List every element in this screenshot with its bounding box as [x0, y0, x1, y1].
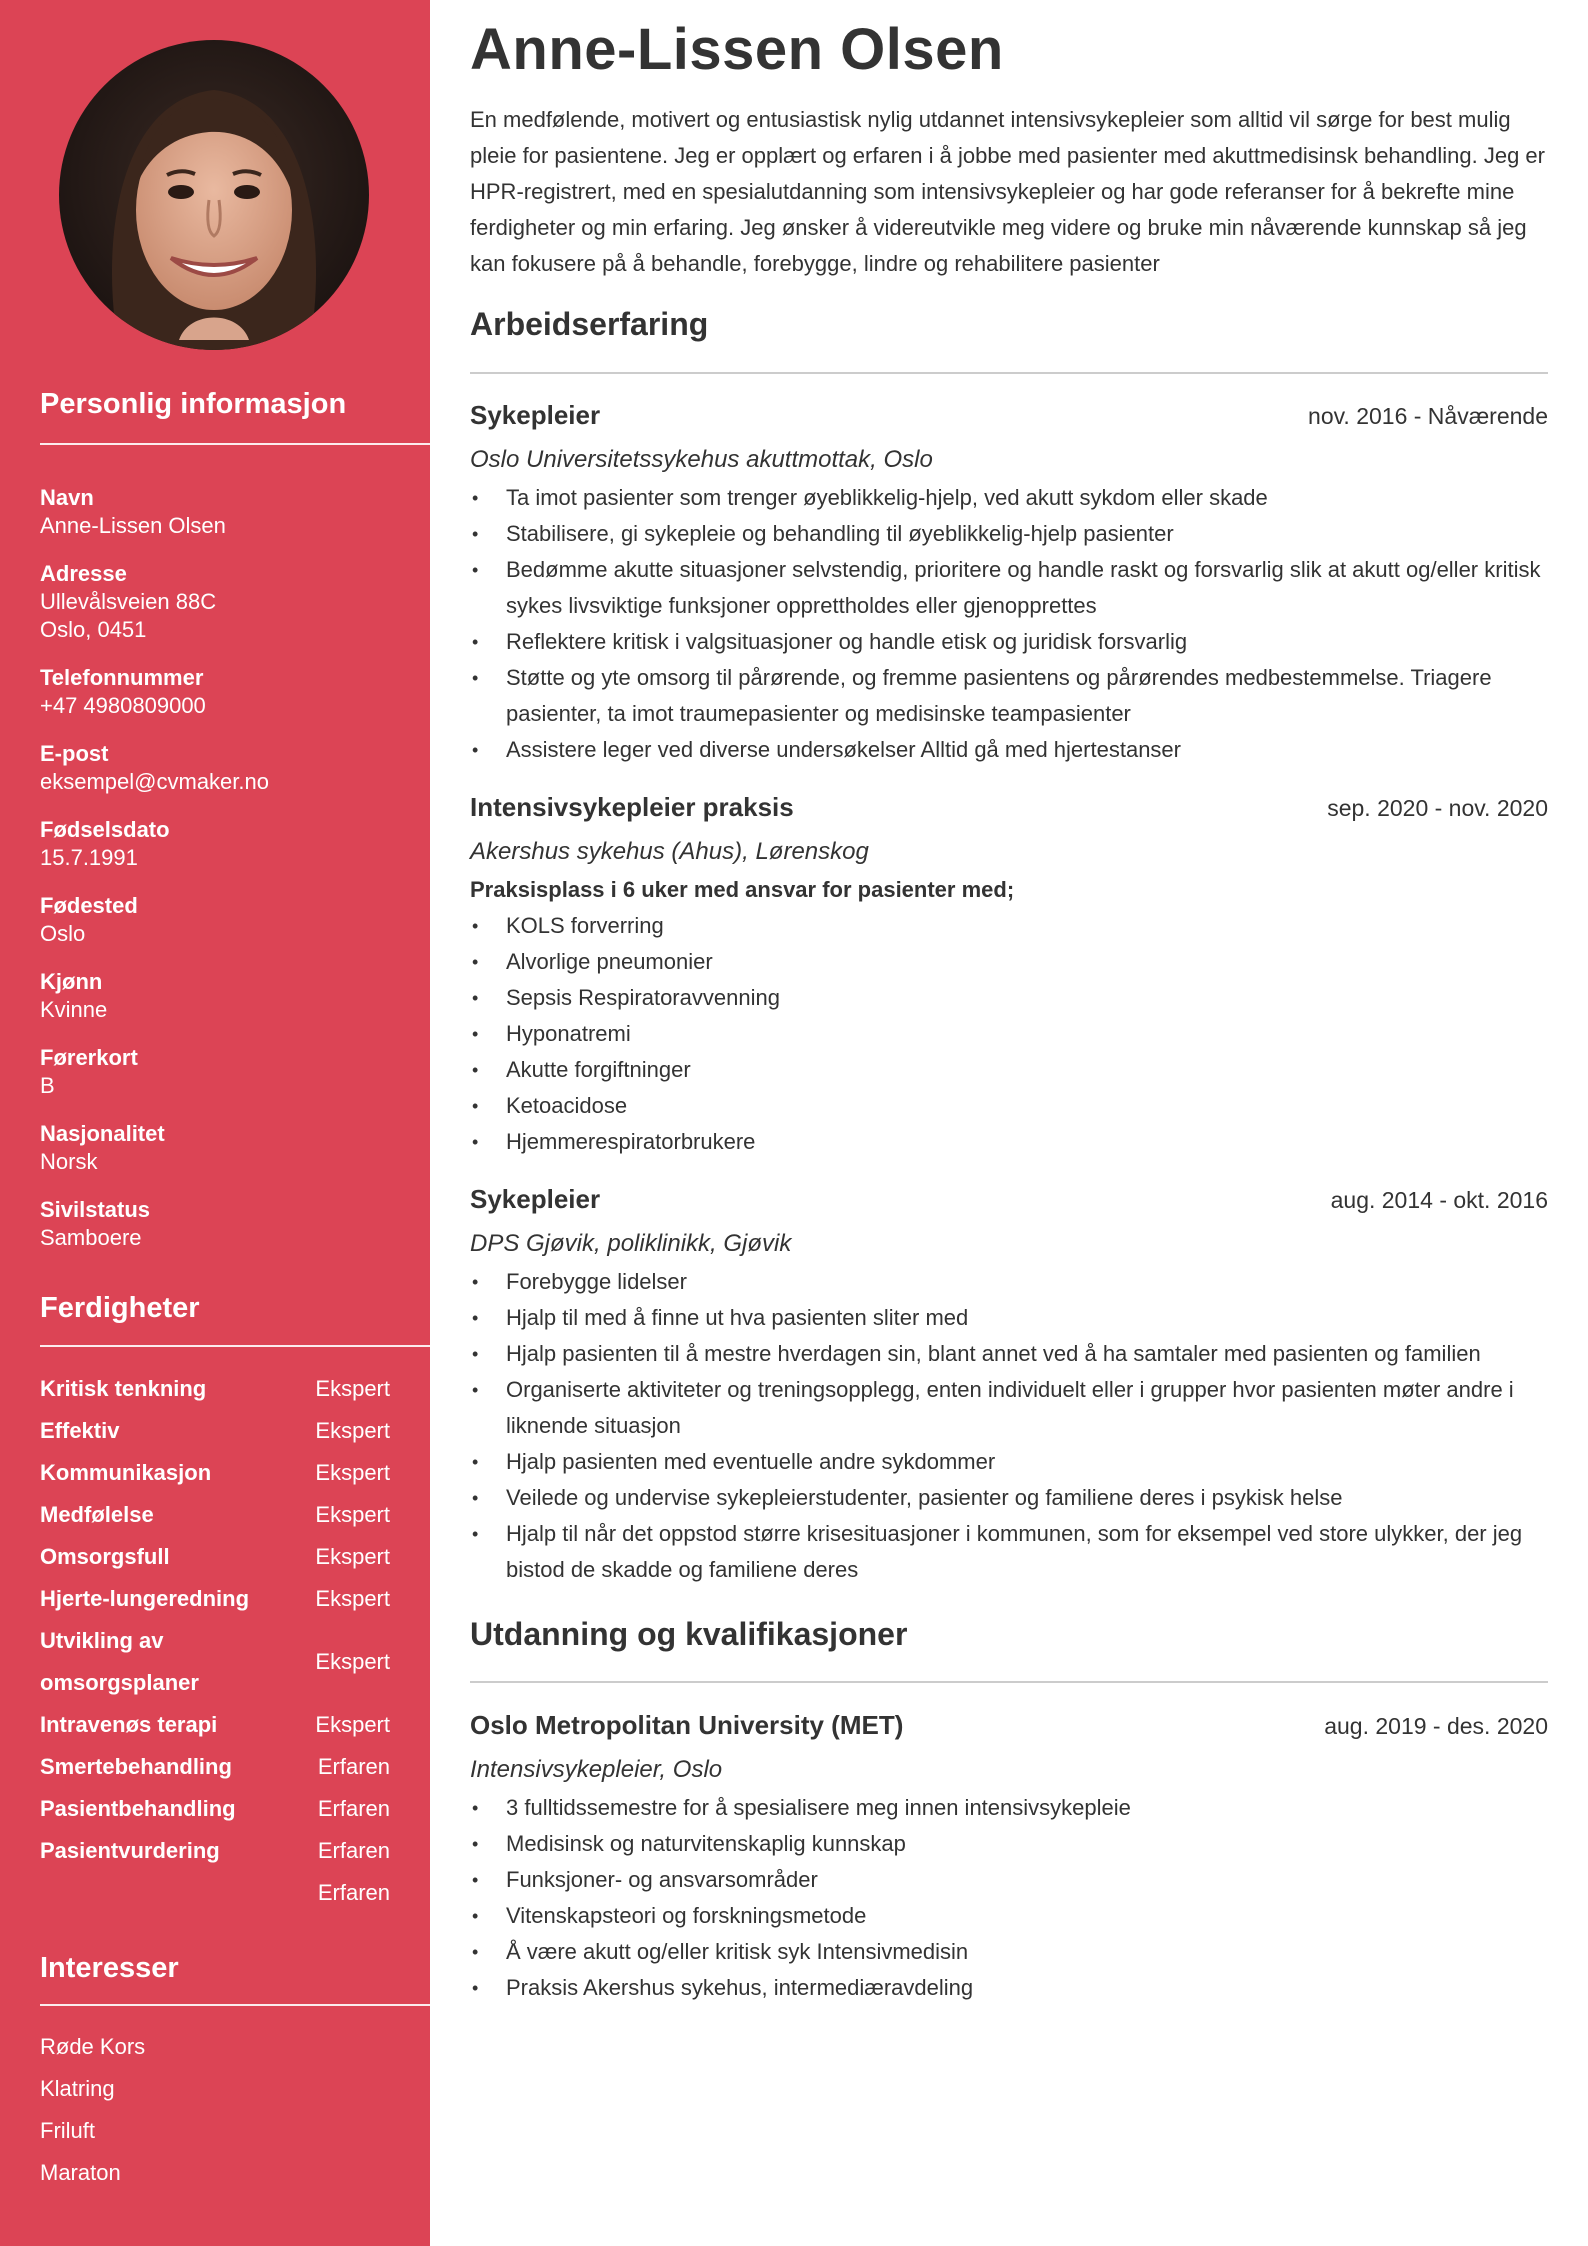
info-label: Nasjonalitet [40, 1121, 165, 1146]
entry-date: aug. 2019 - des. 2020 [1324, 1713, 1548, 1739]
skill-row [40, 1494, 390, 1536]
divider [40, 2004, 430, 2006]
experience-item [470, 400, 1548, 768]
info-item [40, 664, 400, 720]
skill-row [40, 1788, 390, 1830]
bullet-item: • Funksjoner- og ansvarsområder [470, 1862, 1548, 1898]
info-value: eksempel@cvmaker.no [40, 769, 269, 794]
education-heading: Utdanning og kvalifikasjoner [470, 1616, 908, 1652]
experience-item [470, 1184, 1548, 1588]
skill-level: Ekspert [315, 1712, 390, 1737]
info-label: Telefonnummer [40, 665, 204, 690]
skill-name: Utvikling av omsorgsplaner [40, 1628, 199, 1695]
bullet-item: • Støtte og yte omsorg til pårørende, og fremme pasientens og pårørendes medbestemmelse. Triagere pasienter, ta imot traumepasienter og medisinske teampasienter [470, 660, 1548, 732]
entry-header [470, 792, 1548, 832]
info-value: B [40, 1073, 55, 1098]
interests-heading: Interesser [40, 1952, 179, 1984]
skill-name: Kommunikasjon [40, 1460, 212, 1485]
skill-level: Erfaren [317, 1838, 390, 1863]
bullet-item: • Praksis Akershus sykehus, intermediæravdeling [470, 1970, 1548, 2006]
info-value: Ullevålsveien 88C Oslo, 0451 [40, 589, 217, 642]
skill-level: Ekspert [315, 1460, 390, 1485]
skill-level: Ekspert [315, 1502, 390, 1527]
skill-name: Effektiv [40, 1418, 120, 1443]
personal-info-list [40, 484, 400, 1272]
bullet-list [470, 480, 1548, 768]
info-item [40, 740, 400, 796]
bullet-list [470, 908, 1548, 1160]
bullet-item: • Hjalp pasienten med eventuelle andre sykdommer [470, 1444, 1548, 1480]
info-label: Fødested [40, 893, 138, 918]
profile-photo [59, 40, 369, 350]
info-label: E-post [40, 741, 109, 766]
info-item [40, 816, 400, 872]
interest-item: Røde Kors [40, 2034, 146, 2059]
entry-header [470, 1184, 1548, 1224]
bullet-item: • Hjalp til med å finne ut hva pasienten sliter med [470, 1300, 1548, 1336]
skill-level: Erfaren [317, 1796, 390, 1821]
bullet-list [470, 1264, 1548, 1588]
interest-item: Klatring [40, 2076, 115, 2101]
info-label: Kjønn [40, 969, 103, 994]
info-label: Adresse [40, 561, 127, 586]
bullet-list [470, 1790, 1548, 2006]
info-item [40, 1044, 400, 1100]
bullet-item: • Å være akutt og/eller kritisk syk Intensivmedisin [470, 1934, 1548, 1970]
bullet-item: • KOLS forverring [470, 908, 1548, 944]
info-value: 15.7.1991 [40, 845, 138, 870]
info-label: Navn [40, 485, 94, 510]
skill-row [40, 1452, 390, 1494]
interest-item: Maraton [40, 2160, 121, 2185]
info-label: Sivilstatus [40, 1197, 151, 1222]
skills-heading: Ferdigheter [40, 1292, 200, 1324]
skill-row [40, 1410, 390, 1452]
info-label: Fødselsdato [40, 817, 170, 842]
education-item [470, 1710, 1548, 2006]
experience-item [470, 792, 1548, 1160]
info-item [40, 560, 400, 644]
bullet-item: • Stabilisere, gi sykepleie og behandling til øyeblikkelig-hjelp pasienter [470, 516, 1548, 552]
bullet-item: • Alvorlige pneumonier [470, 944, 1548, 980]
skill-name: Pasientvurdering [40, 1838, 220, 1863]
bullet-item: • Medisinsk og naturvitenskaplig kunnskap [470, 1826, 1548, 1862]
entry-header [470, 1710, 1548, 1750]
bullet-item: • Hjemmerespiratorbrukere [470, 1124, 1548, 1160]
bullet-item: • Bedømme akutte situasjoner selvstendig, prioritere og handle raskt og forsvarlig slik at akutt og/eller kritisk sykes livsviktige funksjoner opprettholdes eller gjenopprettes [470, 552, 1548, 624]
skill-name: Omsorgsfull [40, 1544, 170, 1569]
entry-title: Sykepleier [470, 1184, 601, 1214]
skill-level: Erfaren [317, 1754, 390, 1779]
info-value: Norsk [40, 1149, 98, 1174]
skill-level: Ekspert [315, 1544, 390, 1569]
divider [40, 1345, 430, 1347]
entry-title: Oslo Metropolitan University (MET) [470, 1710, 904, 1740]
bullet-item: • Akutte forgiftninger [470, 1052, 1548, 1088]
info-label: Førerkort [40, 1045, 138, 1070]
skill-level: Ekspert [315, 1376, 390, 1401]
bullet-item: • Ketoacidose [470, 1088, 1548, 1124]
entry-date: nov. 2016 - Nåværende [1308, 403, 1548, 429]
info-value: Oslo [40, 921, 86, 946]
skill-level: Ekspert [315, 1418, 390, 1443]
bullet-item: • Hjalp pasienten til å mestre hverdagen sin, blant annet ved å ha samtaler med pasienten og familien [470, 1336, 1548, 1372]
bullet-item: • 3 fulltidssemestre for å spesialisere meg innen intensivsykepleie [470, 1790, 1548, 1826]
info-value: +47 4980809000 [40, 693, 206, 718]
info-item [40, 484, 400, 540]
interest-item: Friluft [40, 2118, 95, 2143]
entry-place: DPS Gjøvik, poliklinikk, Gjøvik [470, 1230, 792, 1257]
profile-summary: En medfølende, motivert og entusiastisk nylig utdannet intensivsykepleier som alltid vil sørge for best mulig pleie for pasientene. Jeg er opplært og erfaren i å jobbe med pasienter med akuttmedisinsk behandling. Jeg er HPR-registrert, med en spesialutdanning som intensivsykepleier og har gode referanser for å bekrefte mine ferdigheter og min erfaring. Jeg ønsker å videreutvikle meg videre og bruke min nåværende kunnskap så jeg kan fokusere på å behandle, forebygge, lindre og rehabilitere pasienter [470, 107, 1545, 276]
entry-intro: Praksisplass i 6 uker med ansvar for pasienter med; [470, 877, 1015, 902]
skill-name: Kritisk tenkning [40, 1376, 207, 1401]
entry-date: sep. 2020 - nov. 2020 [1327, 795, 1548, 821]
entry-place: Akershus sykehus (Ahus), Lørenskog [470, 838, 869, 865]
skill-row [40, 1620, 390, 1704]
skill-row [40, 1830, 390, 1872]
entry-date: aug. 2014 - okt. 2016 [1330, 1187, 1548, 1213]
skill-name: Medfølelse [40, 1502, 154, 1527]
bullet-item: • Ta imot pasienter som trenger øyeblikkelig-hjelp, ved akutt sykdom eller skade [470, 480, 1548, 516]
bullet-item: • Reflektere kritisk i valgsituasjoner og handle etisk og juridisk forsvarlig [470, 624, 1548, 660]
skill-row [40, 1536, 390, 1578]
entry-header [470, 400, 1548, 440]
experience-heading: Arbeidserfaring [470, 306, 709, 342]
skill-row [40, 1368, 390, 1410]
entry-place: Intensivsykepleier, Oslo [470, 1756, 723, 1783]
info-value: Kvinne [40, 997, 108, 1022]
interests-list [40, 2026, 400, 2194]
skill-name: Hjerte-lungeredning [40, 1586, 250, 1611]
bullet-item: • Forebygge lidelser [470, 1264, 1548, 1300]
skill-name: Intravenøs terapi [40, 1712, 218, 1737]
bullet-item: • Assistere leger ved diverse undersøkelser Alltid gå med hjertestanser [470, 732, 1548, 768]
skill-row [40, 1578, 390, 1620]
divider [470, 1681, 1548, 1683]
divider [470, 372, 1548, 374]
entry-title: Intensivsykepleier praksis [470, 792, 794, 822]
skill-name: Pasientbehandling [40, 1796, 236, 1821]
portrait-image [59, 40, 369, 350]
entry-place: Oslo Universitetssykehus akuttmottak, Oslo [470, 446, 933, 473]
info-item [40, 968, 400, 1024]
info-item [40, 892, 400, 948]
bullet-item: • Vitenskapsteori og forskningsmetode [470, 1898, 1548, 1934]
personal-info-heading: Personlig informasjon [40, 388, 347, 420]
bullet-item: • Hyponatremi [470, 1016, 1548, 1052]
info-item [40, 1196, 400, 1252]
divider [40, 443, 430, 445]
skill-level: Ekspert [315, 1649, 390, 1674]
info-item [40, 1120, 400, 1176]
bullet-item: • Organiserte aktiviteter og treningsopplegg, enten individuelt eller i grupper hvor pasienten møter andre i liknende situasjon [470, 1372, 1548, 1444]
candidate-name: Anne-Lissen Olsen [470, 17, 1004, 82]
info-value: Samboere [40, 1225, 142, 1250]
sidebar [0, 0, 430, 2246]
skill-row [40, 1704, 390, 1746]
entry-title: Sykepleier [470, 400, 601, 430]
skill-name: Smertebehandling [40, 1754, 232, 1779]
skill-row [40, 1746, 390, 1788]
info-value: Anne-Lissen Olsen [40, 513, 226, 538]
skill-level: Ekspert [315, 1586, 390, 1611]
skill-level: Erfaren [317, 1880, 390, 1905]
bullet-item: • Veilede og undervise sykepleierstudenter, pasienter og familiene deres i psykisk helse [470, 1480, 1548, 1516]
skill-row [40, 1872, 390, 1914]
bullet-item: • Hjalp til når det oppstod større krisesituasjoner i kommunen, som for eksempel ved store ulykker, der jeg bistod de skadde og familiene deres [470, 1516, 1548, 1588]
skills-list [40, 1368, 390, 1914]
bullet-item: • Sepsis Respiratoravvenning [470, 980, 1548, 1016]
